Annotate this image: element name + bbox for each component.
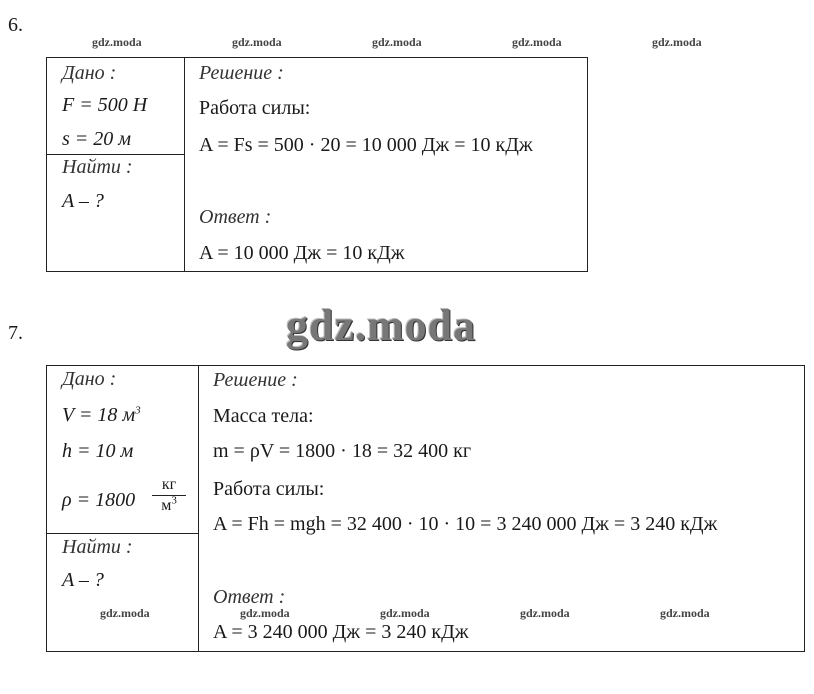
fraction-numerator: кг — [161, 476, 177, 493]
problem-6-number: 6. — [8, 14, 23, 36]
find-item: A – ? — [62, 190, 104, 212]
watermark: gdz.moda — [372, 35, 422, 49]
solution-line: A = Fh = mgh = 32 400 · 10 · 10 = 3 240 000 Дж = 3 240 кДж — [213, 513, 718, 535]
answer-label: Ответ : — [213, 586, 286, 608]
watermark: gdz.moda — [100, 606, 150, 620]
solution-line: Масса тела: — [213, 405, 314, 427]
given-label: Дано : — [62, 368, 117, 390]
watermark: gdz.moda — [92, 35, 142, 49]
answer-line: A = 3 240 000 Дж = 3 240 кДж — [213, 621, 469, 643]
watermark: gdz.moda — [240, 606, 290, 620]
fraction-denominator: $м^3$ — [161, 494, 177, 514]
watermark: gdz.moda — [380, 606, 430, 620]
watermark: gdz.moda — [660, 606, 710, 620]
find-label: Найти : — [62, 156, 133, 178]
divider — [46, 533, 199, 534]
given-item: F = 500 Н — [62, 94, 148, 116]
solution-label: Решение : — [213, 369, 298, 391]
given-item: s = 20 м — [62, 128, 132, 150]
solution-line: m = ρV = 1800 · 18 = 32 400 кг — [213, 440, 472, 462]
watermark: gdz.moda — [232, 35, 282, 49]
answer-label: Ответ : — [199, 206, 272, 228]
find-item: A – ? — [62, 569, 104, 591]
solution-line: Работа силы: — [199, 97, 311, 119]
divider — [46, 154, 185, 155]
given-item: V = 18 $м^3$ — [62, 404, 141, 426]
problem-7-number: 7. — [8, 322, 23, 344]
divider — [184, 57, 185, 272]
watermark: gdz.moda — [520, 606, 570, 620]
watermark: gdz.moda — [652, 35, 702, 49]
divider — [198, 365, 199, 652]
fraction-bar — [152, 495, 186, 496]
given-label: Дано : — [62, 62, 117, 84]
given-item: ρ = 1800 — [62, 489, 136, 511]
solution-line: Работа силы: — [213, 478, 325, 500]
given-item: h = 10 м — [62, 440, 134, 462]
density-unit-fraction — [152, 476, 186, 515]
answer-line: A = 10 000 Дж = 10 кДж — [199, 242, 405, 264]
watermark-logo: gdz.moda — [286, 301, 477, 350]
find-label: Найти : — [62, 536, 133, 558]
solution-label: Решение : — [199, 62, 284, 84]
solution-line: A = Fs = 500 · 20 = 10 000 Дж = 10 кДж — [199, 134, 533, 156]
watermark: gdz.moda — [512, 35, 562, 49]
